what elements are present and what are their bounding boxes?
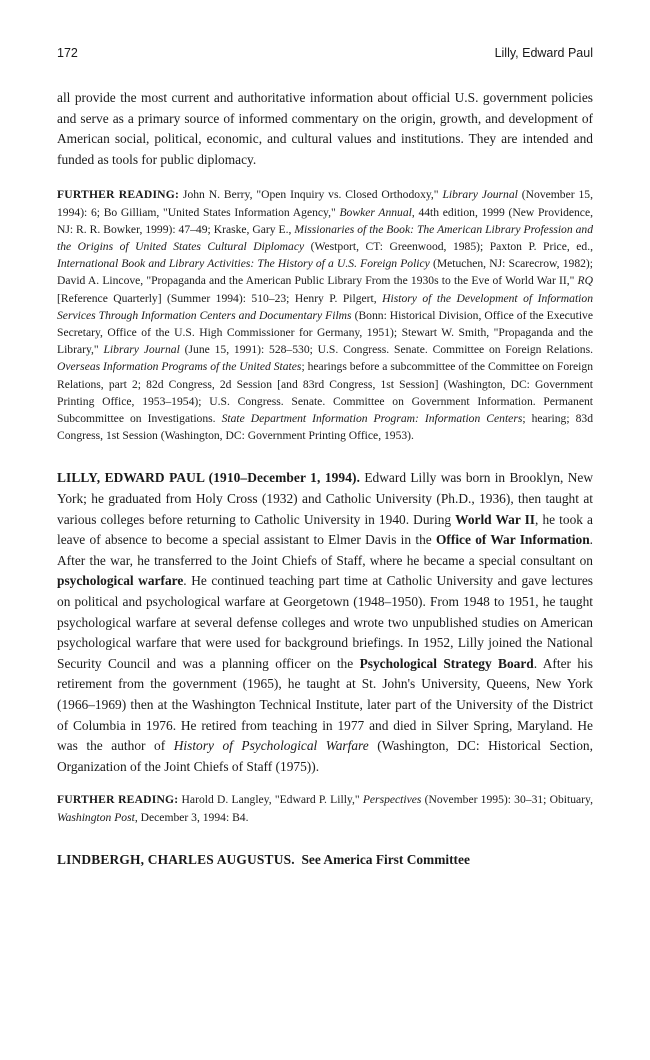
citation-text: Harold D. Langley, "Edward P. Lilly," — [178, 793, 363, 807]
further-reading-lilly — [57, 791, 593, 825]
further-reading-label: FURTHER READING: — [57, 188, 180, 202]
citation-title: Perspectives — [362, 793, 422, 807]
citation-title: Bowker Annual — [339, 205, 412, 219]
entry-text: Edward Lilly was born in Brooklyn, New York; he graduated from Holy Cross (1932) and Catholic University (Ph.D., 1936), then taught at various colleges before returning to Catholic University in 1940. During — [57, 470, 594, 527]
entry-text: (Washington, DC: Historical Section, Organization of the Joint Chiefs of Staff (1975)). — [57, 738, 593, 774]
entry-text: , he took a leave of absence to become a special assistant to Elmer Davis in the — [57, 511, 593, 548]
citation-text: (Bonn: Historical Division, Office of the Executive Secretary, Office of the U.S. High Commissioner for Germany, 1951); Stewart W. Smith, "Propaganda and the Library," — [57, 308, 593, 357]
entry-text: . After his retirement from the government (1965), he taught at St. John's University, Queens, New York (1966–1969) then at the Washington Technical Institute, later part of the University of the District of Columbia in 1976. He retired from teaching in 1977 and died in Silver Spring, Maryland. He was the author of — [57, 655, 593, 754]
further-reading-usia — [57, 186, 593, 444]
further-reading-label: FURTHER READING: — [57, 793, 179, 807]
citation-title: RQ — [577, 274, 593, 288]
entry-lindbergh-charles-augustus — [57, 850, 593, 871]
entry-text: . He continued teaching part time at Catholic University and gave lectures on political and psychological warfare at Georgetown (1948–1950). From 1948 to 1951, he taught psychological warfare at several defense colleges and wrote two unpublished studies on American psychological warfare that were used for background briefings. In 1952, Lilly joined the National Security Council and was a planning officer on the — [57, 573, 593, 671]
citation-title: International Book and Library Activities: The History of a U.S. Foreign Policy — [57, 257, 430, 271]
entry-lilly-edward-paul — [57, 468, 593, 777]
citation-text: (Westport, CT: Greenwood, 1985); Paxton P. Price, ed., — [304, 239, 594, 253]
cross-reference: Psychological Strategy Board — [359, 655, 534, 671]
page-body — [57, 88, 593, 870]
citation-title: Washington Post — [57, 810, 135, 824]
book-title: History of Psychological Warfare — [173, 738, 369, 754]
page-header — [57, 46, 593, 66]
citation-text: ; hearing; 83d Congress, 1st Session (Washington, DC: Government Printing Office, 1953). — [57, 412, 593, 443]
cross-reference: psychological warfare — [57, 573, 184, 589]
citation-text: (Metuchen, NJ: Scarecrow, 1982); David A. Lincove, "Propaganda and the American Public Library From the 1930s to the Eve of World War II," — [57, 257, 593, 288]
citation-text: John N. Berry, "Open Inquiry vs. Closed Orthodoxy," — [179, 188, 443, 202]
citation-title: Library Journal — [103, 343, 180, 357]
entry-text: . After the war, he transferred to the Joint Chiefs of Staff, where he became a special consultant on — [57, 532, 594, 568]
citation-text: , December 3, 1994: B4. — [134, 810, 249, 824]
continuation-paragraph: all provide the most current and authoritative information about official U.S. government policies and serve as a primary source of informed commentary on the origin, growth, and development of American social, political, economic, and cultural values and institutions. They are intended and funded as tools for public diplomacy. — [57, 90, 593, 167]
citation-title: History of the Development of Information Services Through Information Centers and Documentary Films — [57, 291, 593, 322]
citation-text: (November 1995): 30–31; Obituary, — [421, 793, 593, 807]
citation-text: (November 15, 1994): 6; Bo Gilliam, "United States Information Agency," — [57, 188, 593, 219]
citation-text: [Reference Quarterly] (Summer 1994): 510–23; Henry P. Pilgert, — [57, 291, 383, 305]
citation-title: State Department Information Program: Information Centers — [221, 412, 523, 426]
running-head: Lilly, Edward Paul — [494, 46, 593, 60]
citation-title: Library Journal — [442, 188, 518, 202]
citation-text: ; hearings before a subcommittee of the Committee on Foreign Relations, part 2; 82d Congress, 2d Session [and 83rd Congress, 1st Session] (Washington, DC: Government Printing Office, 1953–1954); U.S. Congress. Senate. Committee on Government Information. Permanent Subcommittee on Investigations. — [57, 360, 593, 426]
page-number: 172 — [57, 46, 78, 60]
citation-title: Overseas Information Programs of the United States — [57, 360, 302, 374]
entry-heading: LINDBERGH, CHARLES AUGUSTUS. — [57, 851, 295, 867]
cross-reference: Office of War Information — [436, 532, 590, 548]
cross-reference: World War II — [455, 511, 536, 527]
citation-text: (June 15, 1991): 528–530; U.S. Congress. Senate. Committee on Foreign Relations. — [179, 343, 594, 357]
citation-title: Missionaries of the Book: The American Library Profession and the Origins of United States Cultural Diplomacy — [57, 222, 593, 253]
see-reference: See America First Committee — [301, 851, 470, 867]
citation-text: , 44th edition, 1999 (New Providence, NJ: R. R. Bowker, 1999): 47–49; Kraske, Gary E., — [57, 205, 593, 236]
entry-heading: LILLY, EDWARD PAUL (1910–December 1, 1994). — [57, 470, 361, 486]
